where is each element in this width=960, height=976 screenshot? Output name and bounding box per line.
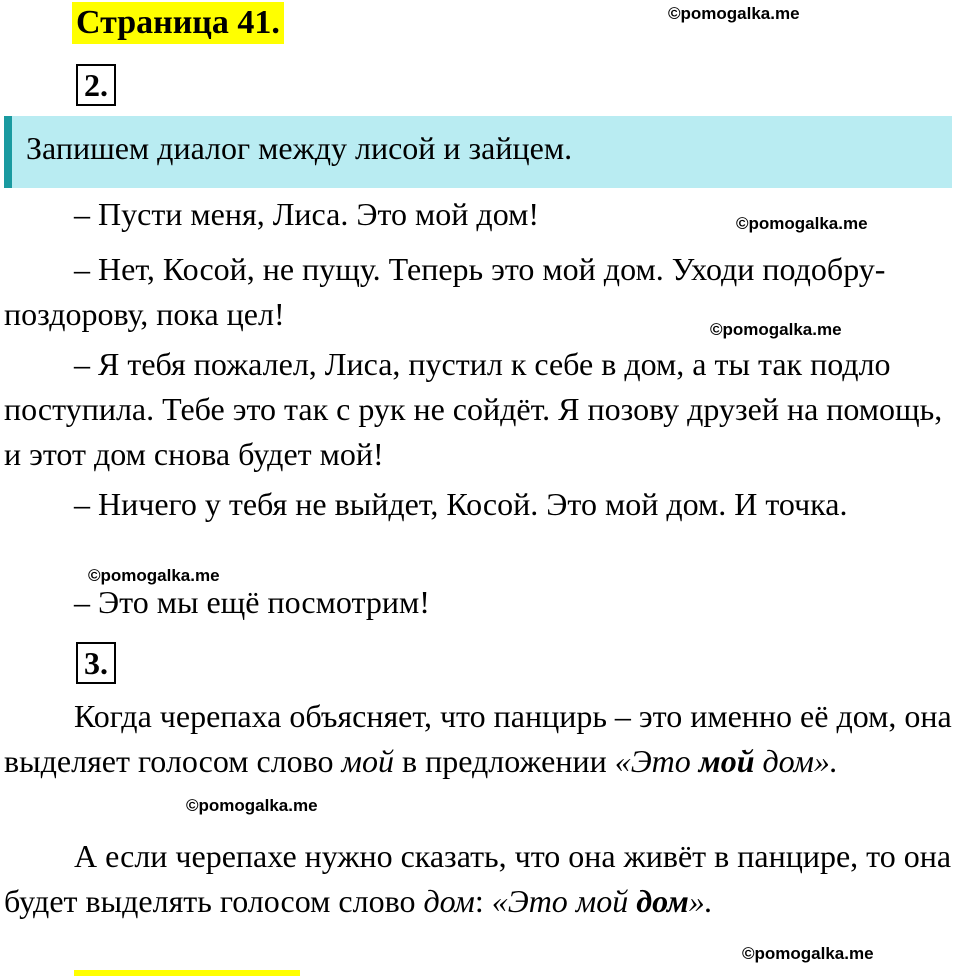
dialog-line-4: – Ничего у тебя не выйдет, Косой. Это мой дом. И точка. — [74, 486, 848, 522]
watermark: ©pomogalka.me — [668, 4, 800, 23]
p1-quote-open: «Это — [614, 743, 699, 779]
dialog-line-3: – Я тебя пожалел, Лиса, пустил к себе в дом, а ты так подло поступила. Тебе это так с рук не сойдёт. Я позову друзей на помощь, и этот дом снова будет мой! — [4, 346, 943, 472]
p1-quote-bold: мой — [698, 743, 755, 779]
task3-paragraph-2 — [4, 834, 956, 924]
task-number-2: 2. — [76, 64, 116, 106]
task-banner — [4, 116, 952, 188]
watermark: ©pomogalka.me — [186, 796, 318, 815]
dialog-line-1: – Пусти меня, Лиса. Это мой дом! — [74, 196, 539, 232]
page-title: Страница 41. — [72, 2, 284, 44]
p1-text-a: Когда черепаха объясняет, что панцирь – это именно её дом, она выделяет голосом слово — [4, 698, 952, 779]
watermark: ©pomogalka.me — [88, 566, 220, 585]
p2-quote-open: «Это мой — [491, 883, 637, 919]
task-number-3: 3. — [76, 642, 116, 684]
task-banner-text: Запишем диалог между лисой и зайцем. — [26, 130, 573, 166]
task3-paragraph-1 — [4, 694, 956, 784]
p2-emphasis-word: дом — [423, 883, 475, 919]
p1-text-b: в предложении — [393, 743, 615, 779]
dialog-line-2: – Нет, Косой, не пущу. Теперь это мой дом. Уходи подобру-поздорову, пока цел! — [4, 251, 886, 332]
p2-quote-bold: дом — [636, 883, 689, 919]
next-page-title-highlight — [74, 970, 300, 976]
watermark: ©pomogalka.me — [736, 214, 868, 233]
p2-text-a: А если черепахе нужно сказать, что она живёт в панцире, то она будет выделять голосом слово — [4, 838, 952, 919]
dialog-line-5: – Это мы ещё посмотрим! — [74, 584, 430, 620]
p1-quote-close: дом». — [754, 743, 838, 779]
p2-quote-close: ». — [688, 883, 713, 919]
p2-text-b: : — [474, 883, 492, 919]
watermark: ©pomogalka.me — [742, 944, 874, 963]
p1-emphasis-word: мой — [341, 743, 394, 779]
watermark: ©pomogalka.me — [710, 320, 842, 339]
